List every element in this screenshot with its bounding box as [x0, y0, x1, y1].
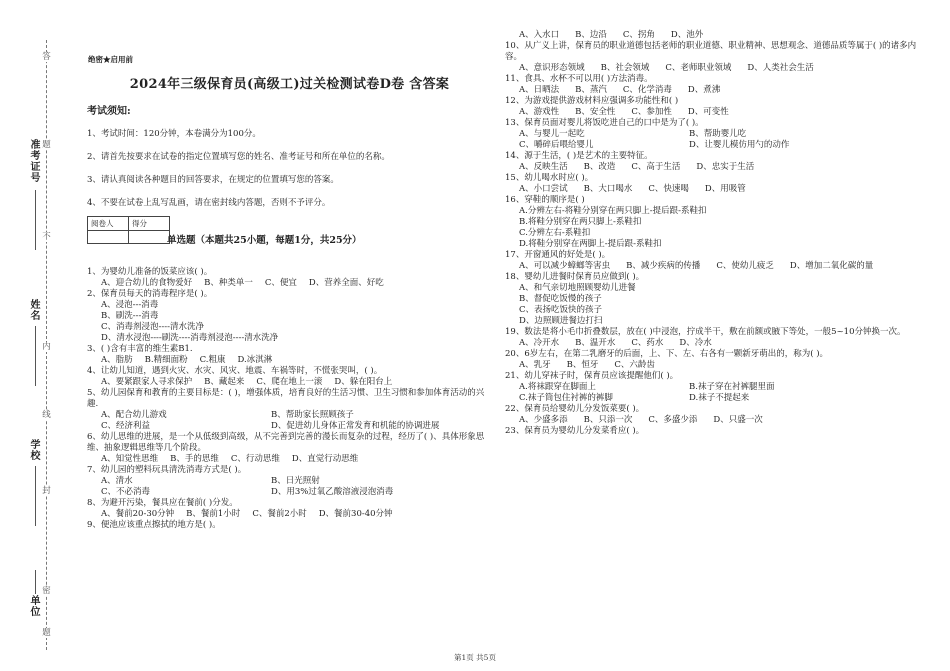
option-row: [87, 509, 492, 520]
answer-option[interactable]: C、便宜: [264, 278, 297, 288]
unit-field[interactable]: [35, 570, 36, 594]
answer-option[interactable]: A、清水: [101, 476, 133, 486]
answer-option[interactable]: B、改造: [583, 162, 616, 172]
option-row: [505, 382, 930, 393]
answer-option[interactable]: A、反映生活: [519, 162, 568, 172]
question-text: 2、保育员每天的消毒程序是( )。: [87, 289, 213, 299]
answer-option[interactable]: A.分辨左右-将鞋分别穿在两只脚上-提后跟-系鞋扣: [519, 206, 707, 216]
option-row: [87, 355, 492, 366]
answer-option[interactable]: A、要紧跟家人寻求保护: [101, 377, 193, 387]
question-text: 19、数法是将小毛巾折叠数层，放在( )中浸泡，拧成半干，敷在前额或腋下等处，一般5~10分钟换一次。: [505, 327, 906, 337]
option-row: [87, 377, 492, 388]
answer-option[interactable]: C、高于生活: [631, 162, 681, 172]
answer-option[interactable]: D、用3%过氧乙酸溶液浸泡消毒: [271, 487, 394, 497]
question-text: 14、源于生活，( )是艺术的主要特征。: [505, 151, 653, 161]
option-row: [505, 140, 930, 151]
answer-option[interactable]: C、爬在地上一滚: [256, 377, 323, 387]
question-text: 8、为避开污染，餐具应在餐前( )分发。: [87, 498, 238, 508]
exam-number-field[interactable]: [35, 190, 36, 250]
score-header: 得分: [129, 217, 170, 231]
answer-option[interactable]: D、可变性: [687, 107, 729, 117]
section-heading: 单选题（本题共25小题，每题1分，共25分）: [167, 235, 362, 246]
answer-option[interactable]: A、与婴儿一起吃: [519, 129, 585, 139]
option-row: [505, 85, 930, 96]
seal-mark: 不: [42, 232, 51, 242]
question-text: 4、让幼儿知道，遇到火灾、水灾、风灾、地震、车祸等时，不慌张哭叫，( )。: [87, 366, 383, 376]
answer-option[interactable]: C、药水: [631, 338, 664, 348]
notice-heading: 考试须知:: [87, 106, 131, 117]
option-row: [505, 184, 930, 195]
question-text: 23、保育员为婴幼儿分发菜肴应( )。: [505, 426, 645, 436]
question-text: 21、幼儿穿袜子时，保育员应该提醒他们( )。: [505, 371, 679, 381]
option-row: [505, 30, 930, 41]
label-unit: 单位: [30, 596, 41, 618]
answer-option[interactable]: D、促进幼儿身体正常发育和机能的协调进展: [271, 421, 440, 431]
right-question-list: [505, 30, 930, 437]
page-footer: 第1页 共5页: [454, 653, 496, 662]
answer-option[interactable]: C.袜子筒包住衬裤的裤脚: [519, 393, 613, 403]
answer-option[interactable]: C、嚼碎后喂给婴儿: [519, 140, 594, 150]
question-text: 13、保育员面对婴儿将饭吃进自己的口中是为了( )。: [505, 118, 704, 128]
question-text: 6、幼儿思维的进展，是一个从低级到高级，从不完善到完善的漫长而复杂的过程，经历了( )、具体形象思维、抽象逻辑思维等几个阶段。: [87, 432, 485, 453]
notice-item: 4、不要在试卷上乱写乱画，请在密封线内答题，否则不予评分。: [87, 198, 331, 208]
option-row: [87, 454, 492, 465]
answer-option[interactable]: A、和气亲切地照顾婴幼儿进餐: [519, 283, 636, 293]
answer-option[interactable]: A、知觉性思维: [101, 454, 159, 464]
answer-option[interactable]: C、消毒剂浸泡----清水洗净: [101, 322, 204, 332]
question-text: 11、食具、水杯不可以用( )方法消毒。: [505, 74, 653, 84]
left-question-list: [87, 267, 492, 531]
score-cell[interactable]: [129, 231, 170, 244]
answer-option[interactable]: D.将鞋分别穿在两脚上-提后跟-系鞋扣: [519, 239, 662, 249]
answer-option[interactable]: D、餐前30-40分钟: [318, 509, 393, 519]
seal-mark: 答: [42, 52, 51, 62]
answer-option[interactable]: C.分辨左右-系鞋扣: [519, 228, 591, 238]
option-row: [87, 476, 492, 487]
answer-option[interactable]: A、配合幼儿游戏: [101, 410, 167, 420]
answer-option[interactable]: D、边照顾进餐边打扫: [519, 316, 603, 326]
answer-option[interactable]: A、游戏性: [519, 107, 560, 117]
answer-option[interactable]: D、人类社会生活: [747, 63, 814, 73]
answer-option[interactable]: A、脂肪: [101, 355, 133, 365]
seal-mark: 内: [42, 342, 51, 352]
reviewer-header: 阅卷人: [88, 217, 129, 231]
question-text: 5、幼儿园保育和教育的主要目标是：( )，增强体质，培育良好的生活习惯、卫生习惯和参加体育活动的兴趣.: [87, 388, 485, 409]
option-row: [87, 421, 492, 432]
answer-option[interactable]: D、营养全面、好吃: [308, 278, 384, 288]
option-row: [87, 278, 492, 289]
answer-option[interactable]: D.冰淇淋: [237, 355, 273, 365]
exam-title: 2024年三级保育员(高级工)过关检测试卷D卷 含答案: [129, 77, 450, 92]
question-text: 3、( )含有丰富的维生素B1.: [87, 344, 193, 354]
answer-option[interactable]: B、蒸汽: [575, 85, 607, 95]
seal-mark: 线: [42, 410, 51, 420]
answer-option[interactable]: D、增加二氧化碳的量: [789, 261, 874, 271]
answer-option[interactable]: D、池外: [670, 30, 704, 40]
label-exam-number: 准考证号: [30, 140, 41, 184]
answer-option[interactable]: B、温开水: [575, 338, 616, 348]
question-text: 7、幼儿园的塑料玩具清洗消毒方式是( )。: [87, 465, 247, 475]
question-text: 15、幼儿喝水时应( )。: [505, 173, 594, 183]
answer-option[interactable]: C、经济利益: [101, 421, 151, 431]
seal-mark: 密: [42, 586, 51, 596]
answer-option[interactable]: A、浸泡---消毒: [101, 300, 159, 310]
answer-option[interactable]: A、乳牙: [519, 360, 551, 370]
label-school: 学校: [30, 440, 41, 462]
answer-option[interactable]: A、餐前20-30分钟: [101, 509, 175, 519]
question-text: 10、从广义上讲，保育员的职业道德包括老师的职业道德、职业精神、思想观念、道德品质等属于( )的诸多内容。: [505, 41, 917, 62]
binding-strip: [0, 0, 80, 671]
option-row: [505, 360, 930, 371]
option-row: [505, 129, 930, 140]
answer-option[interactable]: D、煮沸: [687, 85, 721, 95]
answer-option[interactable]: A、日晒法: [519, 85, 560, 95]
answer-option[interactable]: D、用吸管: [704, 184, 746, 194]
answer-option[interactable]: A、冷开水: [519, 338, 560, 348]
answer-option[interactable]: B.将鞋分别穿在两只脚上-系鞋扣: [519, 217, 642, 227]
answer-option[interactable]: C、六龄齿: [614, 360, 655, 370]
seal-mark: 题: [42, 140, 51, 150]
option-row: [505, 261, 930, 272]
reviewer-cell[interactable]: [88, 231, 129, 244]
answer-option[interactable]: C、快速喝: [648, 184, 689, 194]
score-table: [87, 216, 170, 244]
answer-option[interactable]: D、让婴儿模仿用勺的动作: [689, 140, 790, 150]
answer-option[interactable]: B、藏起来: [204, 377, 245, 387]
school-field[interactable]: [35, 466, 36, 526]
seal-mark: 题: [42, 628, 51, 638]
answer-option[interactable]: A、小口尝试: [519, 184, 568, 194]
answer-option[interactable]: C、老师职业领域: [665, 63, 732, 73]
answer-option[interactable]: B、帮助家长照顾孩子: [271, 410, 354, 420]
option-row: [505, 338, 930, 349]
option-row: [505, 107, 930, 118]
answer-option[interactable]: B、减少疾病的传播: [626, 261, 701, 271]
answer-option[interactable]: B、只添一次: [583, 415, 633, 425]
question-text: 18、婴幼儿进餐时保育员应做到( )。: [505, 272, 645, 282]
answer-option[interactable]: A.将袜跟穿在脚面上: [519, 382, 596, 392]
question-text: 16、穿鞋的顺序是( ): [505, 195, 585, 205]
answer-option[interactable]: A、意识形态领域: [519, 63, 585, 73]
answer-option[interactable]: C、表扬吃饭快的孩子: [519, 305, 603, 315]
notice-item: 2、请首先按要求在试卷的指定位置填写您的姓名、准考证号和所在单位的名称。: [87, 152, 390, 162]
answer-option[interactable]: B.袜子穿在衬裤腿里面: [689, 382, 775, 392]
answer-option[interactable]: C、不必消毒: [101, 487, 151, 497]
question-text: 20、6岁左右，在第二乳磨牙的后面，上、下、左、右各有一颗新牙萌出的，称为( )。: [505, 349, 829, 359]
answer-option[interactable]: B、大口喝水: [583, 184, 633, 194]
answer-option[interactable]: B、手的思维: [170, 454, 219, 464]
answer-option[interactable]: C、餐前2小时: [252, 509, 307, 519]
notice-item: 1、考试时间：120分钟，本卷满分为100分。: [87, 129, 261, 139]
answer-option[interactable]: C、使幼儿疲乏: [716, 261, 774, 271]
answer-option[interactable]: B、餐前1小时: [186, 509, 241, 519]
option-row: [505, 415, 930, 426]
notice-item: 3、请认真阅读各种题目的回答要求，在规定的位置填写您的答案。: [87, 175, 339, 185]
question-text: 9、便池应该重点擦拭的地方是( )。: [87, 520, 221, 530]
score-area: [87, 216, 492, 264]
answer-option[interactable]: D、清水浸泡----刷洗----消毒剂浸泡----清水洗净: [101, 333, 279, 343]
answer-option[interactable]: C、多盛少添: [648, 415, 698, 425]
answer-option[interactable]: B、督促吃饭慢的孩子: [519, 294, 602, 304]
answer-option[interactable]: B、恒牙: [566, 360, 599, 370]
answer-option[interactable]: D.袜子不提起来: [689, 393, 750, 403]
question-text: 22、保育员给婴幼儿分发饭菜要( )。: [505, 404, 645, 414]
answer-option[interactable]: A、可以减少蟑螂等害虫: [519, 261, 611, 271]
name-field[interactable]: [35, 326, 36, 386]
answer-option[interactable]: B、安全性: [575, 107, 616, 117]
answer-option[interactable]: C、拐角: [622, 30, 655, 40]
question-text: 1、为婴幼儿准备的饭菜应该( )。: [87, 267, 213, 277]
answer-option[interactable]: B、社会领域: [600, 63, 650, 73]
right-column: [505, 30, 930, 654]
answer-option[interactable]: C、化学消毒: [622, 85, 672, 95]
option-row: [87, 487, 492, 498]
answer-option[interactable]: B、种类单一: [204, 278, 253, 288]
answer-option[interactable]: B、日光照射: [271, 476, 320, 486]
answer-option[interactable]: C.粗康: [199, 355, 226, 365]
answer-option[interactable]: D、只盛一次: [713, 415, 763, 425]
answer-option[interactable]: C、行动思维: [230, 454, 280, 464]
answer-option[interactable]: B、边沿: [575, 30, 607, 40]
answer-option[interactable]: A、迎合幼儿的食物爱好: [101, 278, 193, 288]
answer-option[interactable]: B、刷洗---消毒: [101, 311, 159, 321]
label-name: 姓名: [30, 300, 41, 322]
option-row: [505, 393, 930, 404]
secret-mark: 绝密★启用前: [88, 55, 133, 64]
answer-option[interactable]: D、直觉行动思维: [291, 454, 359, 464]
left-column: [87, 54, 492, 654]
answer-option[interactable]: D、躲在阳台上: [334, 377, 393, 387]
question-text: 17、开窗通风的好处是( )。: [505, 250, 611, 260]
option-row: [505, 63, 930, 74]
seal-mark: 封: [42, 486, 51, 496]
answer-option[interactable]: B、帮助婴儿吃: [689, 129, 747, 139]
answer-option[interactable]: A、入水口: [519, 30, 560, 40]
answer-option[interactable]: A、少盛多添: [519, 415, 568, 425]
option-row: [87, 410, 492, 421]
answer-option[interactable]: B.精细面粉: [144, 355, 188, 365]
question-text: 12、为游戏提供游戏材料应强调多功能性和( ): [505, 96, 679, 106]
option-row: [505, 162, 930, 173]
answer-option[interactable]: C、参加性: [631, 107, 672, 117]
answer-option[interactable]: D、忠实于生活: [696, 162, 755, 172]
answer-option[interactable]: D、冷水: [679, 338, 712, 348]
